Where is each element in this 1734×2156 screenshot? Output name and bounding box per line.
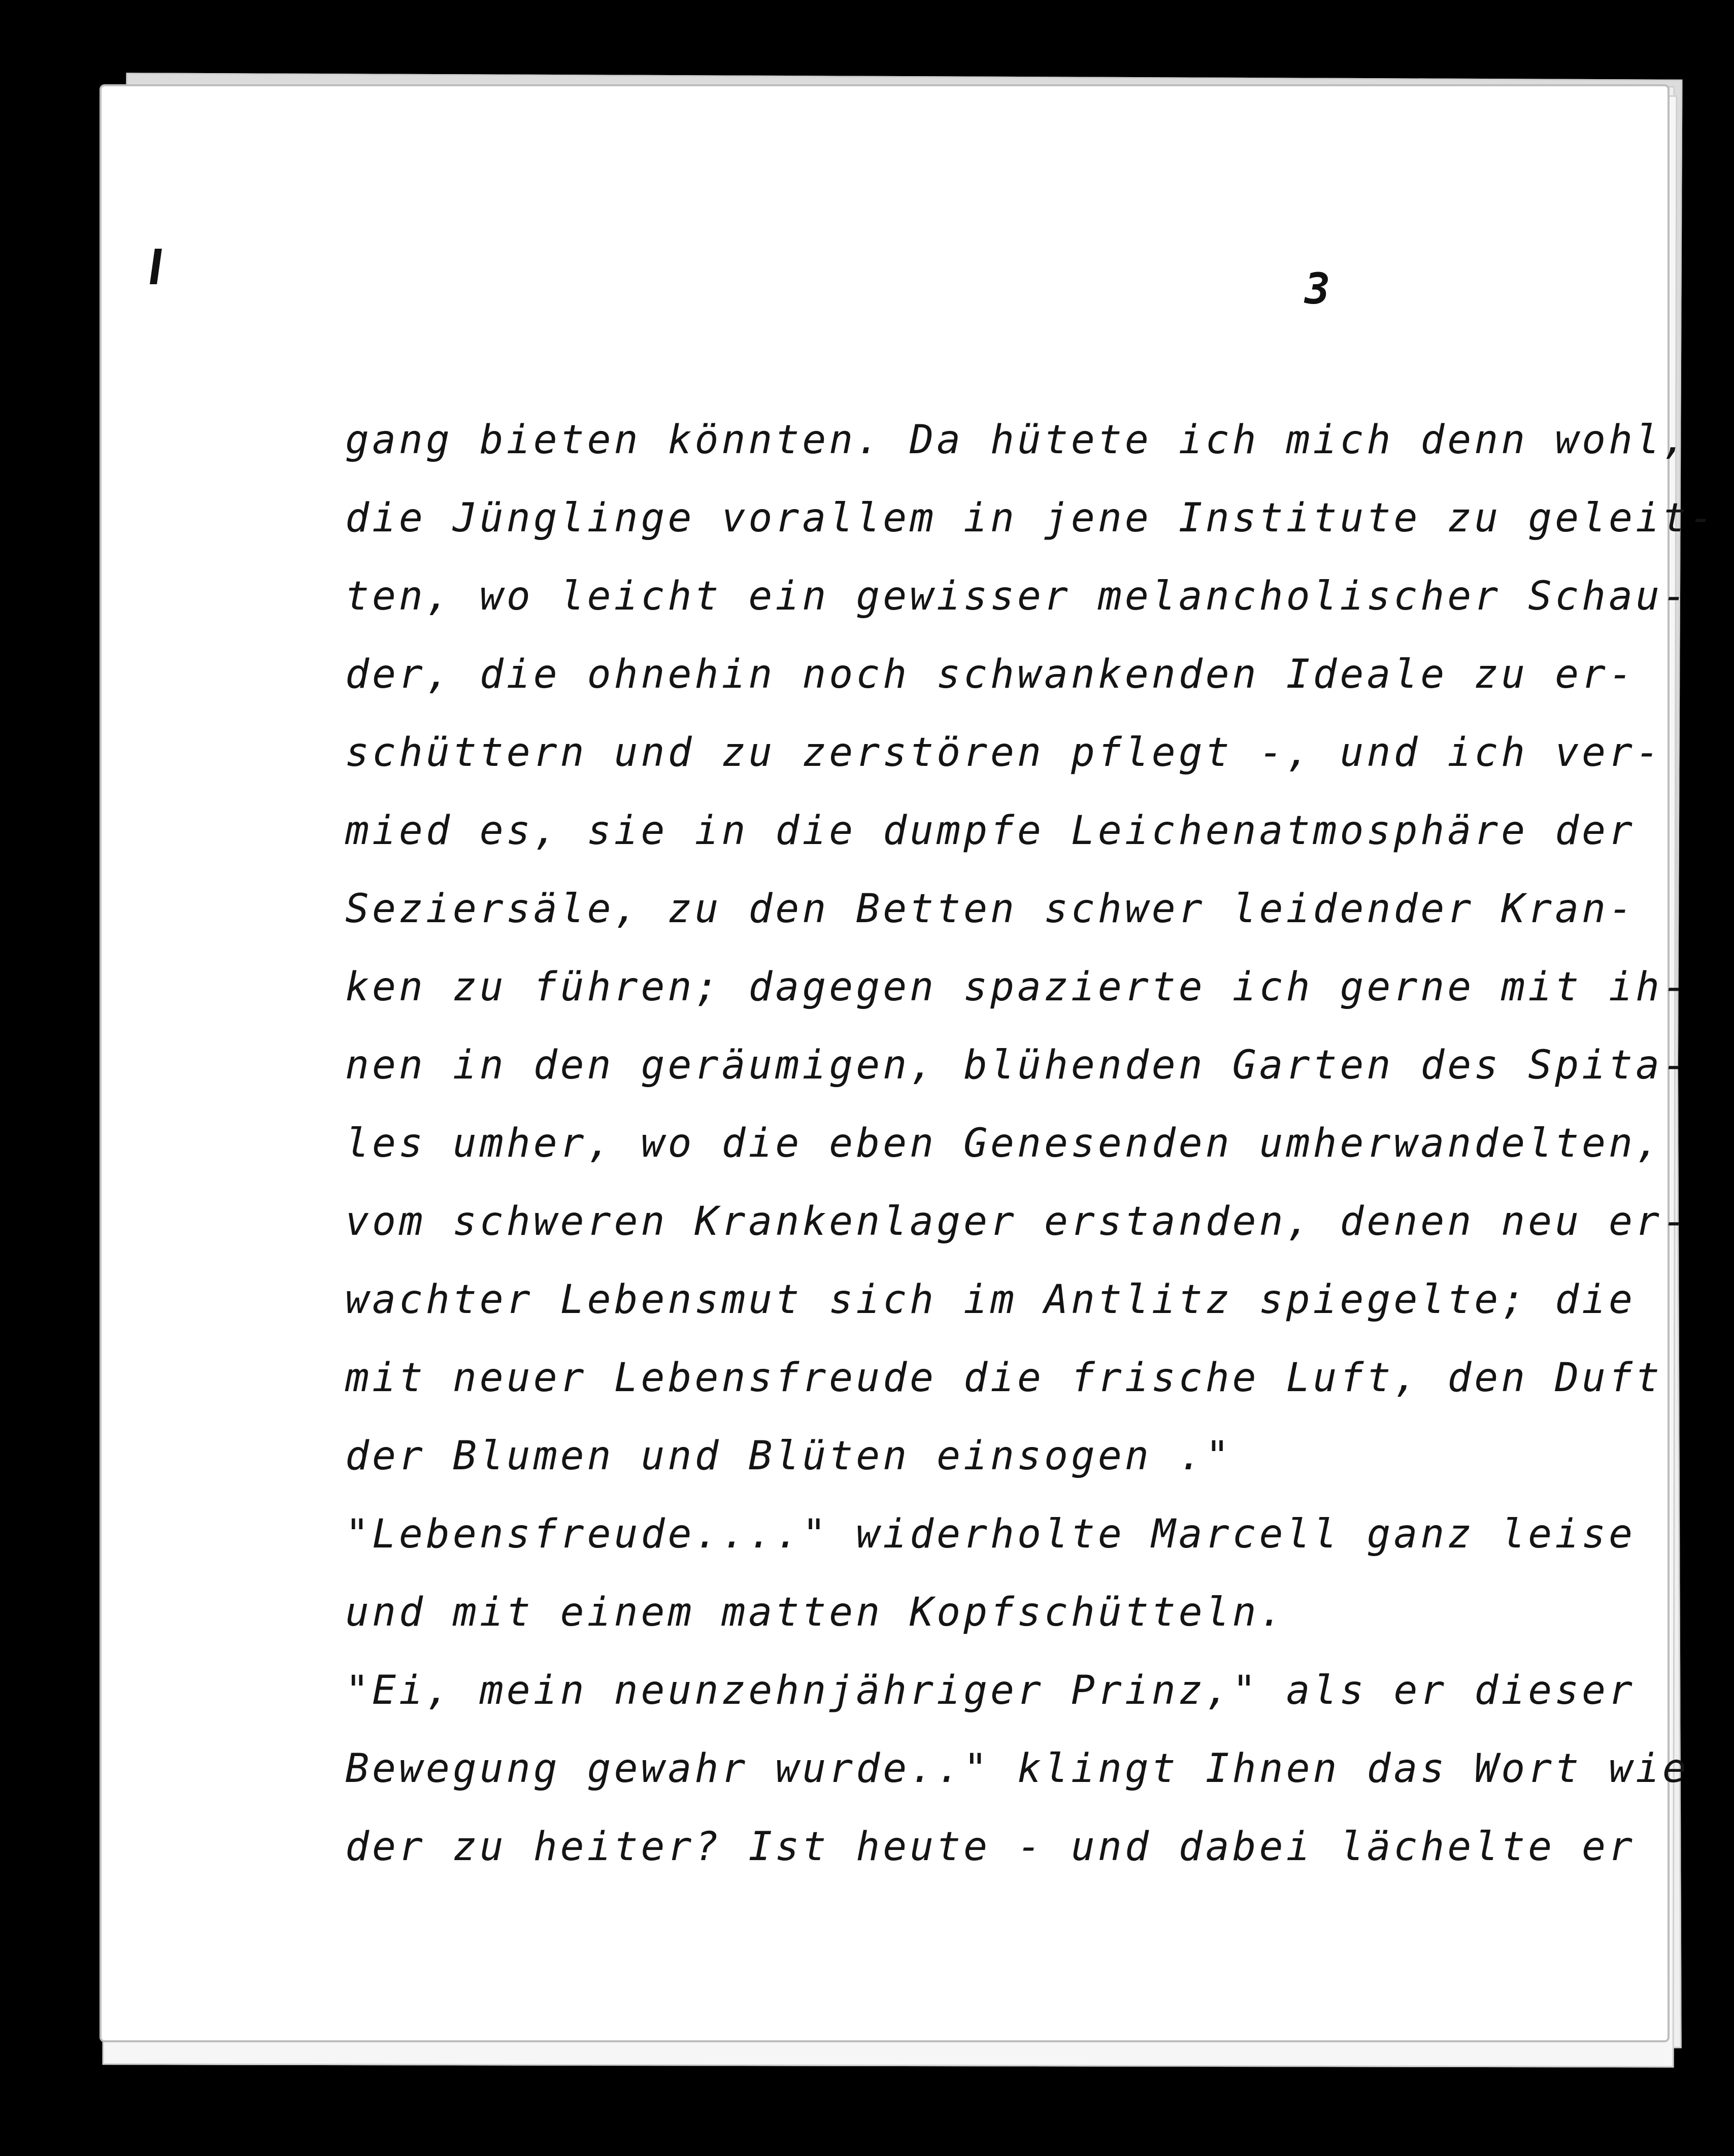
text-line: wachter Lebensmut sich im Antlitz spiegelte; die <box>345 1277 1636 1323</box>
text-line: Bewegung gewahr wurde.." klingt Ihnen das Wort wie <box>345 1746 1689 1792</box>
text-line: les umher, wo die eben Genesenden umherwandelten, <box>345 1121 1663 1166</box>
text-line: der Blumen und Blüten einsogen ." <box>345 1433 1232 1479</box>
text-line: mit neuer Lebensfreude die frische Luft, den Duft <box>345 1355 1663 1401</box>
text-line: vom schweren Krankenlager erstanden, denen neu er- <box>345 1199 1689 1244</box>
text-line: der, die ohnehin noch schwankenden Ideale zu er- <box>345 652 1636 697</box>
text-line: Seziersäle, zu den Betten schwer leidender Kran- <box>345 886 1636 932</box>
text-line: mied es, sie in die dumpfe Leichenatmosphäre der <box>345 808 1636 854</box>
text-line: der zu heiter? Ist heute - und dabei lächelte er <box>345 1824 1636 1870</box>
text-line: "Lebensfreude...." widerholte Marcell ganz leise <box>345 1511 1636 1557</box>
page-number: 3 <box>1305 264 1330 314</box>
text-line: ten, wo leicht ein gewisser melancholischer Schau- <box>345 574 1689 619</box>
text-line: nen in den geräumigen, blühenden Garten des Spita- <box>345 1042 1689 1088</box>
body-text <box>345 401 1716 1886</box>
text-line: "Ei, mein neunzehnjähriger Prinz," als er dieser <box>345 1668 1636 1713</box>
text-line: gang bieten könnten. Da hütete ich mich denn wohl, <box>345 417 1689 463</box>
text-line: ken zu führen; dagegen spazierte ich gerne mit ih- <box>345 964 1689 1010</box>
text-line: die Jünglinge vorallem in jene Institute zu geleit- <box>345 495 1716 541</box>
text-line: und mit einem matten Kopfschütteln. <box>345 1590 1286 1635</box>
text-line: schüttern und zu zerstören pflegt -, und ich ver- <box>345 730 1663 776</box>
